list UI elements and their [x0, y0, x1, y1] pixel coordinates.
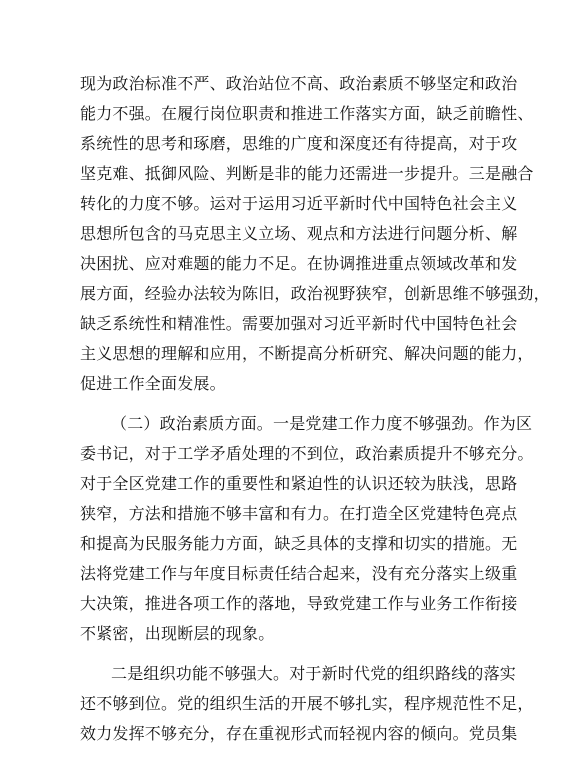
- text-line: 还不够到位。党的组织生活的开展不够扎实，程序规范性不足，: [80, 694, 534, 713]
- text-line: 缺乏系统性和精准性。需要加强对习近平新时代中国特色社会: [80, 314, 518, 333]
- text-line: 法将党建工作与年度目标责任结合起来，没有充分落实上级重: [80, 564, 518, 583]
- text-line: 展方面，经验办法较为陈旧，政治视野狭窄，创新思维不够强劲，: [80, 284, 550, 303]
- text-line: 转化的力度不够。运对于运用习近平新时代中国特色社会主义: [80, 194, 518, 213]
- text-line: 二是组织功能不够强大。对于新时代党的组织路线的落实: [111, 664, 517, 683]
- text-line: 主义思想的理解和应用，不断提高分析研究、解决问题的能力，: [80, 344, 534, 363]
- text-line: 现为政治标准不严、政治站位不高、政治素质不够坚定和政治: [80, 74, 518, 93]
- text-line: 狭窄，方法和措施不够丰富和有力。在打造全区党建特色亮点: [80, 504, 518, 523]
- text-line: 能力不强。在履行岗位职责和推进工作落实方面，缺乏前瞻性、: [80, 104, 534, 123]
- text-line: 委书记，对于工学矛盾处理的不到位，政治素质提升不够充分。: [80, 444, 534, 463]
- text-line: 促进工作全面发展。: [80, 374, 226, 393]
- text-line: 决困扰、应对难题的能力不足。在协调推进重点领域改革和发: [80, 254, 518, 273]
- text-line: 不紧密，出现断层的现象。: [80, 624, 275, 643]
- text-line: 坚克难、抵御风险、判断是非的能力还需进一步提升。三是融合: [80, 164, 534, 183]
- text-line: 效力发挥不够充分，存在重视形式而轻视内容的倾向。党员集: [80, 724, 518, 743]
- text-line: 对于全区党建工作的重要性和紧迫性的认识还较为肤浅，思路: [80, 474, 518, 493]
- text-line: （二）政治素质方面。一是党建工作力度不够强劲。作为区: [111, 414, 533, 433]
- text-line: 大决策，推进各项工作的落地，导致党建工作与业务工作衔接: [80, 594, 518, 613]
- text-line: 系统性的思考和琢磨，思维的广度和深度还有待提高，对于攻: [80, 134, 518, 153]
- text-line: 思想所包含的马克思主义立场、观点和方法进行问题分析、解: [80, 224, 518, 243]
- text-line: 和提高为民服务能力方面，缺乏具体的支撑和切实的措施。无: [80, 534, 518, 553]
